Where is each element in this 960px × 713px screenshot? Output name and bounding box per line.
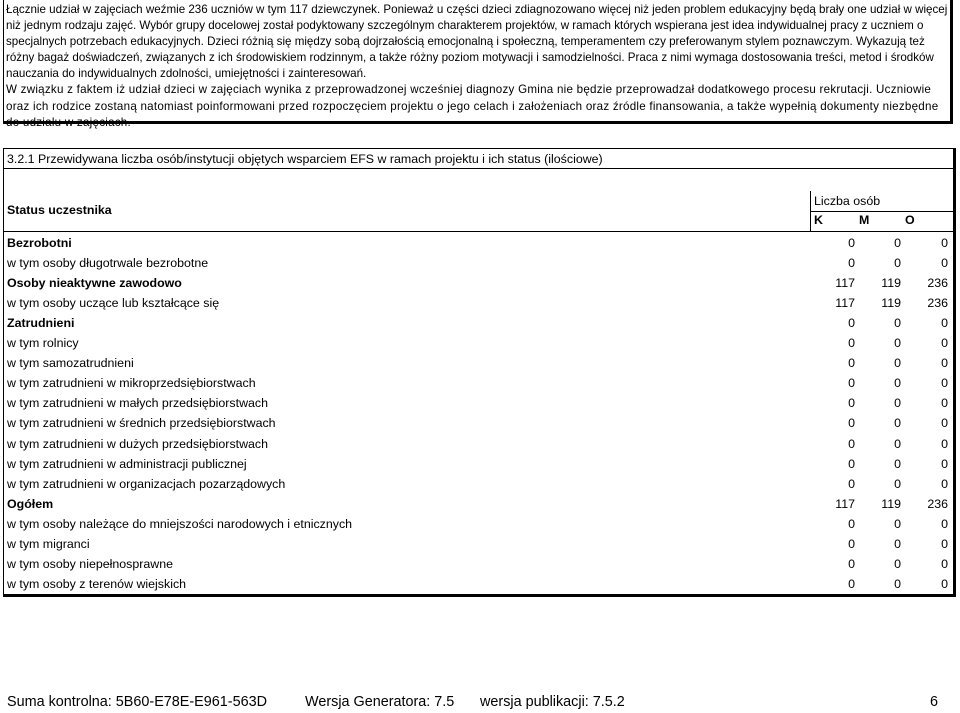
table-row bbox=[4, 494, 953, 514]
count-column-header: Liczba osób bbox=[814, 194, 881, 208]
row-label: w tym rolnicy bbox=[7, 336, 79, 351]
row-value-m: 0 bbox=[894, 356, 901, 371]
row-value-o: 0 bbox=[941, 436, 948, 451]
table-row bbox=[4, 574, 953, 594]
row-value-o: 0 bbox=[941, 336, 948, 351]
row-value-o: 0 bbox=[941, 376, 948, 391]
page-number: 6 bbox=[930, 694, 939, 710]
row-label: Bezrobotni bbox=[7, 236, 72, 250]
row-value-o: 0 bbox=[941, 356, 948, 371]
row-value-m: 0 bbox=[894, 336, 901, 351]
row-value-m: 0 bbox=[894, 436, 901, 451]
table-row bbox=[4, 313, 953, 333]
footer-publication-version: wersja publikacji: 7.5.2 bbox=[480, 694, 625, 710]
row-value-k: 0 bbox=[848, 416, 855, 431]
row-value-m: 0 bbox=[894, 456, 901, 471]
row-value-m: 0 bbox=[894, 376, 901, 391]
row-label: w tym osoby długotrwale bezrobotne bbox=[7, 256, 209, 271]
row-value-m: 0 bbox=[894, 396, 901, 411]
row-label: w tym zatrudnieni w małych przedsiębiorstwach bbox=[7, 396, 268, 411]
description-paragraph-1: Łącznie udział w zajęciach weźmie 236 uczniów w tym 117 dziewczynek. Ponieważ u części dzieci zdiagnozowano więcej niż jeden problem edukacyjny będą brały one udział w więcej niż jednym rodzaju zajęć. Wybór grupy docelowej został podyktowany szczególnym charakterem projektów, w ramach których wspierana jest idea indywidualnej pracy z uczniem o specjalnych potrzebach edukacyjnych. Dzieci różnią się między sobą dojrzałością emocjonalną i społeczną, temperamentem czy preferowanym stylem poznawczym. Wykazują też różny bagaż doświadczeń, związanych z ich środowiskiem rodzinnym, a także różny poziom motywacji i samodzielności. Praca z nimi wymaga dostosowania treści, metod i środków nauczania do indywidualnych zdolności, umiejętności i zainteresowań. bbox=[6, 3, 948, 81]
footer-checksum: Suma kontrolna: 5B60-E78E-E961-563D bbox=[7, 694, 267, 710]
row-label: w tym zatrudnieni w administracji publicznej bbox=[7, 456, 247, 471]
title-divider bbox=[4, 168, 953, 169]
section-title: 3.2.1 Przewidywana liczba osób/instytucji objętych wsparciem EFS w ramach projektu i ich status (ilościowe) bbox=[7, 152, 603, 166]
row-label: w tym osoby z terenów wiejskich bbox=[7, 576, 187, 591]
row-value-m: 0 bbox=[894, 516, 901, 531]
row-label: w tym zatrudnieni w organizacjach pozarządowych bbox=[7, 476, 286, 491]
row-value-k: 117 bbox=[835, 296, 855, 311]
row-label: w tym zatrudnieni w dużych przedsiębiorstwach bbox=[7, 436, 269, 451]
row-value-o: 0 bbox=[941, 456, 948, 471]
row-value-k: 0 bbox=[848, 456, 855, 471]
description-paragraph-2: W związku z faktem iż udział dzieci w zajęciach wynika z przeprowadzonej wcześniej diagnozy Gmina nie będzie przeprowadzał dodatkowego procesu rekrutacji. Uczniowie oraz ich rodzice zostaną natomiast poinformowani przed rozpoczęciem projektu o jego celach i założeniach oraz źródle finansowania, a także wypełnią dokumenty niezbędne do udziału w zajęciach. bbox=[6, 83, 939, 129]
table-row bbox=[4, 413, 953, 433]
row-value-o: 236 bbox=[927, 496, 948, 511]
header-subdivider bbox=[810, 211, 953, 212]
row-value-k: 0 bbox=[848, 256, 855, 271]
row-value-o: 236 bbox=[927, 296, 948, 311]
row-value-k: 117 bbox=[835, 496, 855, 511]
table-row bbox=[4, 273, 953, 293]
row-value-k: 0 bbox=[848, 376, 855, 391]
table-row bbox=[4, 353, 953, 373]
row-value-k: 0 bbox=[848, 336, 855, 351]
row-label: w tym osoby niepełnosprawne bbox=[7, 556, 173, 571]
row-value-k: 0 bbox=[848, 436, 855, 451]
row-value-o: 0 bbox=[941, 316, 948, 331]
row-value-o: 0 bbox=[941, 576, 948, 591]
row-value-o: 0 bbox=[941, 256, 948, 271]
project-description-box bbox=[3, 0, 953, 129]
row-value-k: 0 bbox=[848, 356, 855, 371]
row-value-k: 0 bbox=[848, 476, 855, 491]
row-value-k: 0 bbox=[848, 396, 855, 411]
table-row bbox=[4, 434, 953, 454]
status-column-header: Status uczestnika bbox=[7, 203, 112, 217]
row-value-m: 0 bbox=[894, 236, 901, 250]
row-value-k: 0 bbox=[848, 536, 855, 551]
row-label: w tym osoby uczące lub kształcące się bbox=[7, 296, 220, 311]
row-label: w tym osoby należące do mniejszości narodowych i etnicznych bbox=[7, 516, 353, 531]
row-value-m: 0 bbox=[894, 476, 901, 491]
table-row bbox=[4, 233, 953, 253]
row-label: w tym samozatrudnieni bbox=[7, 356, 134, 371]
row-value-o: 0 bbox=[941, 236, 948, 250]
row-value-m: 0 bbox=[894, 416, 901, 431]
row-value-m: 0 bbox=[894, 256, 901, 271]
table-row bbox=[4, 454, 953, 474]
row-value-k: 0 bbox=[848, 236, 855, 250]
row-value-o: 0 bbox=[941, 416, 948, 431]
row-value-m: 119 bbox=[881, 276, 901, 291]
header-bottom-divider bbox=[4, 231, 953, 232]
row-value-m: 0 bbox=[894, 556, 901, 571]
row-value-k: 0 bbox=[848, 576, 855, 591]
table-row bbox=[4, 373, 953, 393]
table-row bbox=[4, 514, 953, 534]
row-value-m: 0 bbox=[894, 536, 901, 551]
participants-section bbox=[3, 148, 956, 597]
column-m-header: M bbox=[859, 213, 870, 227]
table-row bbox=[4, 554, 953, 574]
row-label: Ogółem bbox=[7, 496, 54, 511]
row-value-k: 0 bbox=[848, 316, 855, 331]
table-row bbox=[4, 253, 953, 273]
row-value-k: 0 bbox=[848, 556, 855, 571]
row-value-o: 0 bbox=[941, 476, 948, 491]
row-value-m: 0 bbox=[894, 316, 901, 331]
project-description bbox=[6, 2, 952, 131]
row-value-o: 0 bbox=[941, 556, 948, 571]
row-value-o: 0 bbox=[941, 516, 948, 531]
table-row bbox=[4, 534, 953, 554]
row-label: w tym zatrudnieni w średnich przedsiębiorstwach bbox=[7, 416, 276, 431]
row-label: Osoby nieaktywne zawodowo bbox=[7, 276, 182, 291]
row-label: w tym migranci bbox=[7, 536, 90, 551]
row-value-m: 119 bbox=[881, 296, 901, 311]
table-row bbox=[4, 393, 953, 413]
row-value-m: 119 bbox=[881, 496, 901, 511]
table-row bbox=[4, 293, 953, 313]
row-value-o: 0 bbox=[941, 536, 948, 551]
row-value-o: 0 bbox=[941, 396, 948, 411]
row-value-o: 236 bbox=[927, 276, 948, 291]
footer-generator-version: Wersja Generatora: 7.5 bbox=[305, 694, 455, 710]
table-row bbox=[4, 333, 953, 353]
row-label: w tym zatrudnieni w mikroprzedsiębiorstwach bbox=[7, 376, 256, 391]
column-o-header: O bbox=[905, 213, 915, 227]
row-value-k: 0 bbox=[848, 516, 855, 531]
row-value-k: 117 bbox=[835, 276, 855, 291]
row-label: Zatrudnieni bbox=[7, 316, 75, 331]
table-row bbox=[4, 474, 953, 494]
row-value-m: 0 bbox=[894, 576, 901, 591]
column-k-header: K bbox=[814, 213, 823, 227]
